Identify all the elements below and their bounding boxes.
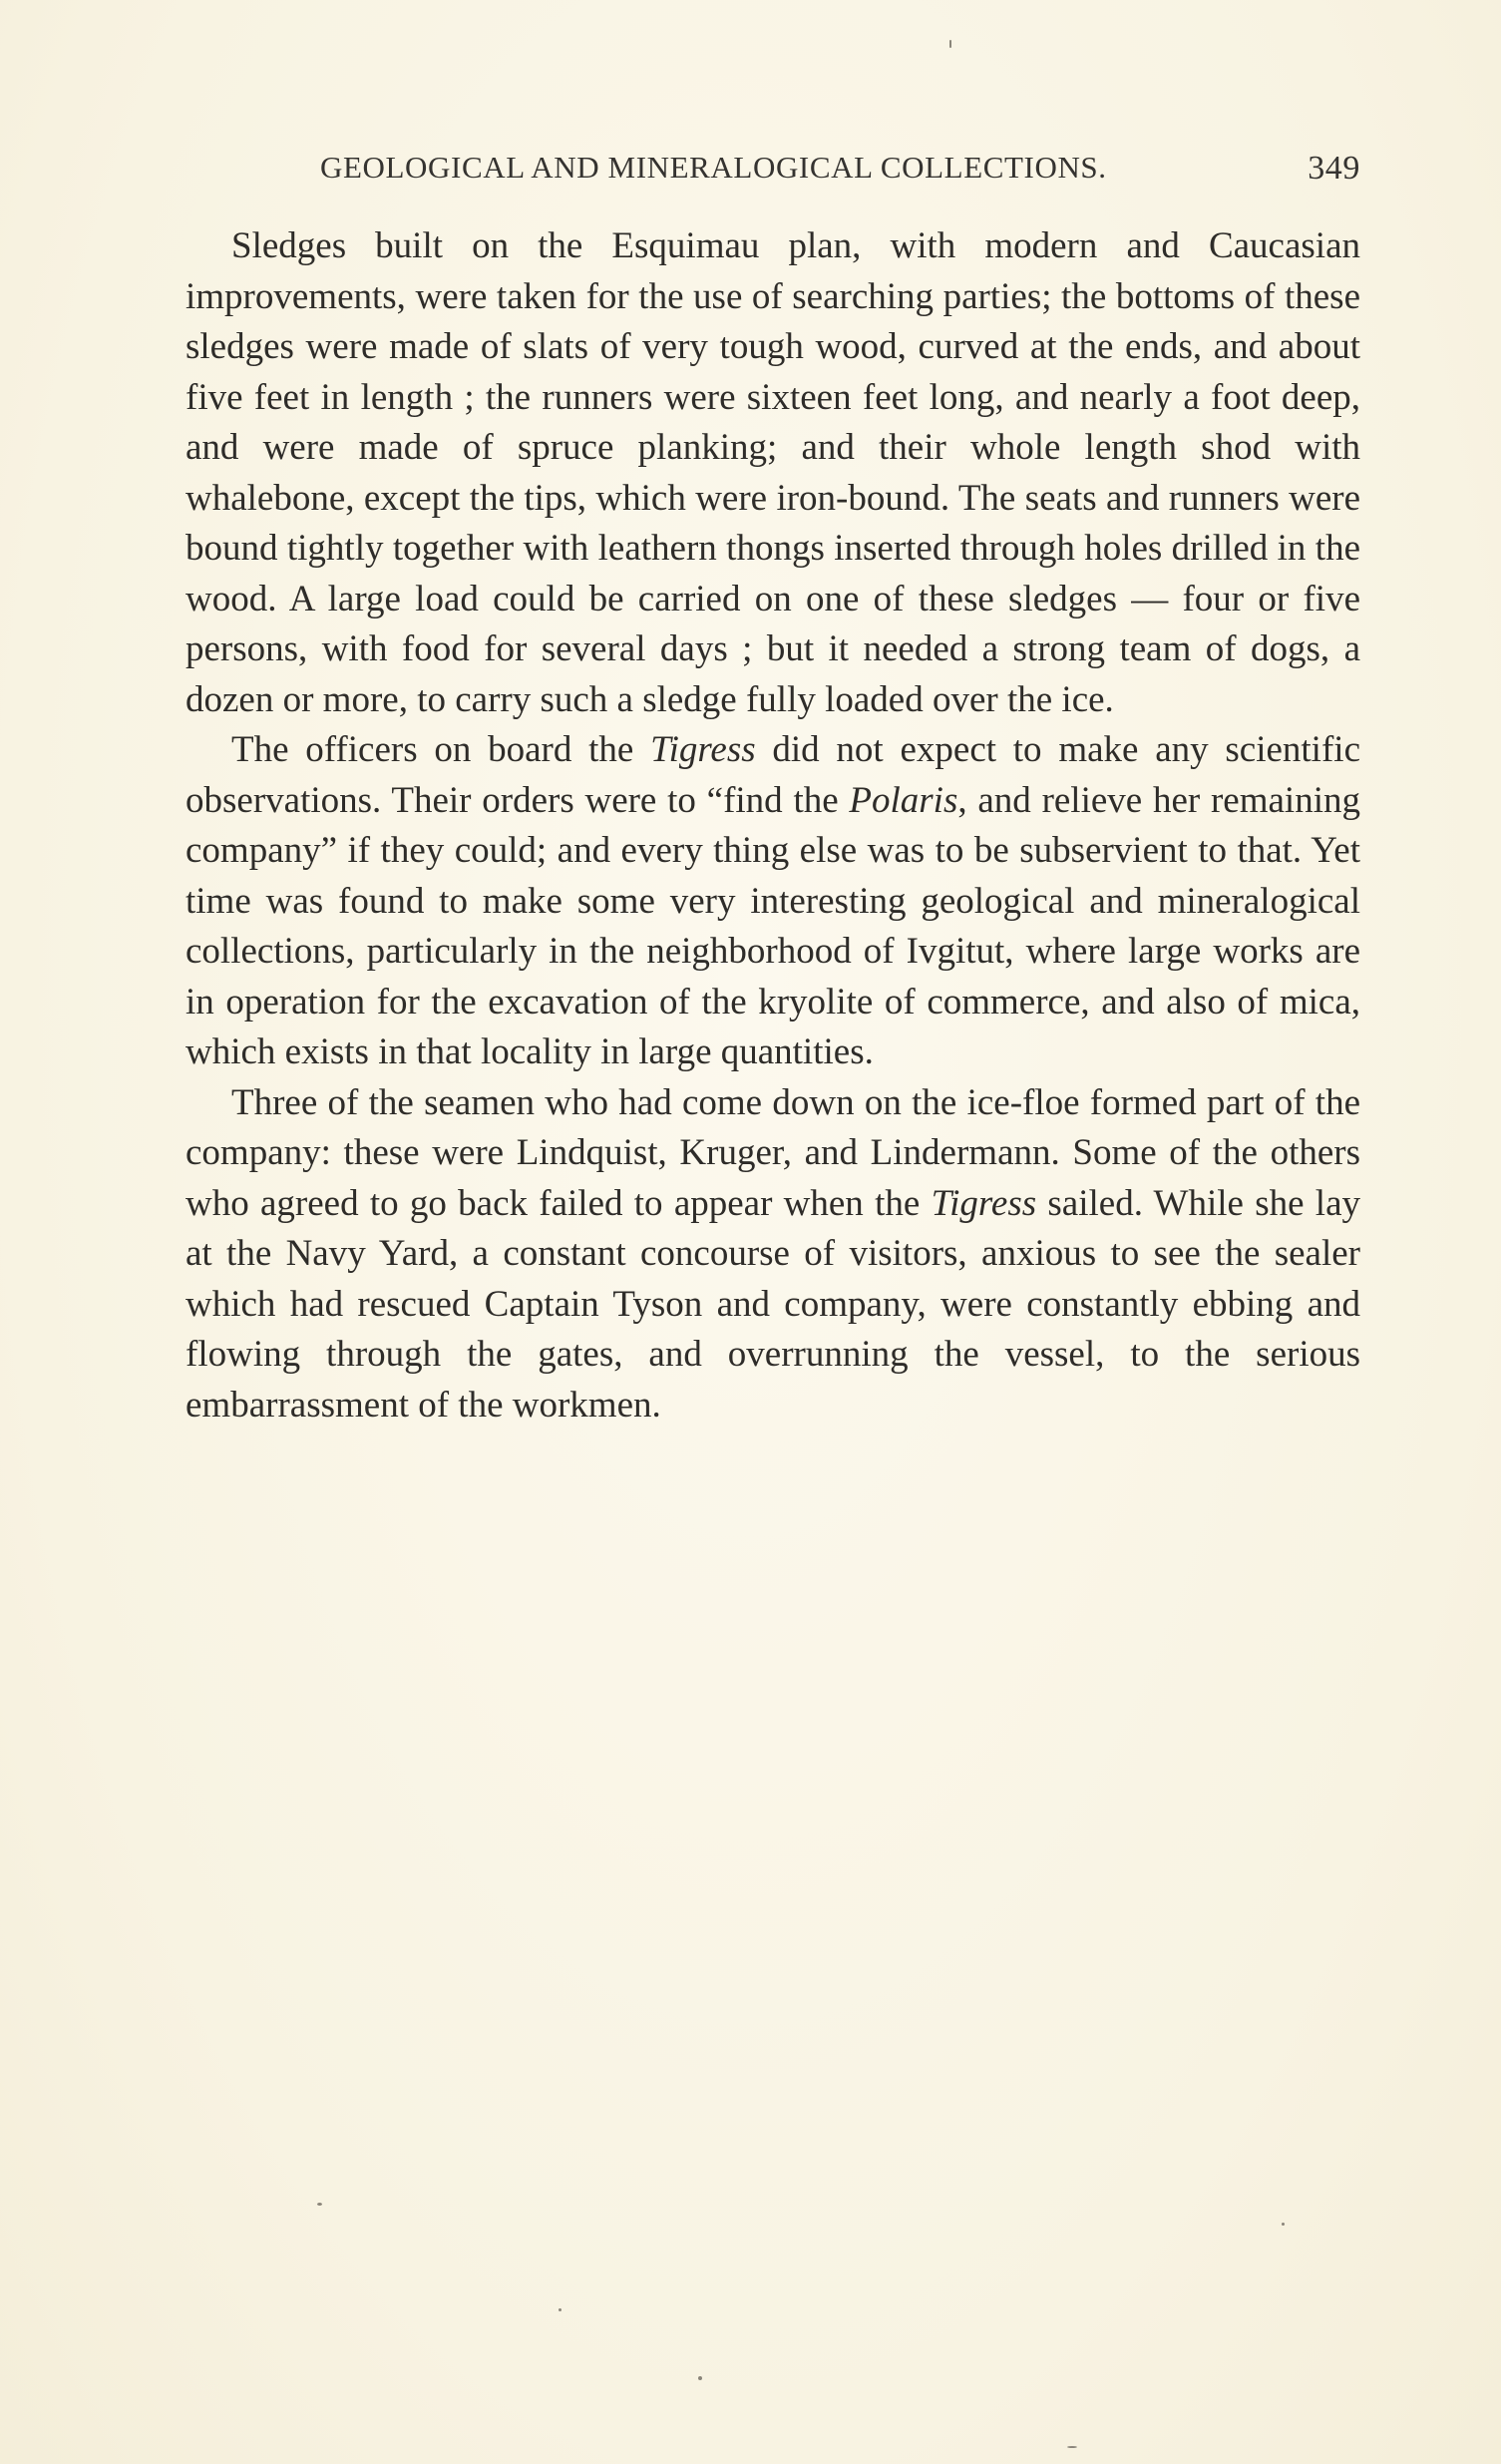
- paragraph-2-text: The officers on board the: [231, 729, 651, 770]
- paper-speck: [559, 2308, 562, 2311]
- running-title: GEOLOGICAL AND MINERALOGICAL COLLECTIONS.: [320, 150, 1107, 185]
- paragraph-1: [186, 221, 1360, 725]
- ship-name-tigress: Tigress: [931, 1182, 1037, 1224]
- paragraph-2-text: , and relieve her remaining company” if they could; and every thing else was to be subservient to that. Yet time was found to make some very interesting geological and mineralogical collections, particularly in the neighborhood of Ivgitut, where large works are in operation for the excavation of the kryolite of commerce, and also of mica, which exists in that locality in large quantities.: [186, 779, 1360, 1072]
- ship-name-polaris: Polaris: [849, 779, 958, 821]
- paper-speck: [317, 2203, 322, 2206]
- page-header: [186, 150, 1360, 196]
- paragraph-1-text: Sledges built on the Esquimau plan, with modern and Caucasian improvements, were taken for the use of searching parties; the bottoms of these sledges were made of slats of very tough wood, curved at the ends, and about five feet in length ; the runners were sixteen feet long, and nearly a foot deep, and were made of spruce planking; and their whole length shod with whalebone, except the tips, which were iron-bound. The seats and runners were bound tightly together with leathern thongs inserted through holes drilled in the wood. A large load could be carried on one of these sledges — four or five persons, with food for several days ; but it needed a strong team of dogs, a dozen or more, to carry such a sledge fully loaded over the ice.: [186, 225, 1360, 720]
- page-number: 349: [1308, 150, 1360, 187]
- paragraph-2: [186, 725, 1360, 1078]
- paper-speck: [1067, 2446, 1077, 2448]
- paragraph-3-text: sailed. While she lay at the Navy Yard, a constant concourse of visitors, anxious to see the sealer which had rescued Captain Tyson and company, were constantly ebbing and flowing through the gates, and overrunning the vessel, to the serious embarrassment of the workmen.: [186, 1182, 1361, 1426]
- paragraph-2-text: did not expect to make any scientific observations. Their orders were to “find the: [186, 729, 1360, 821]
- paper-speck: [1282, 2223, 1285, 2226]
- body-text: [186, 221, 1360, 1431]
- paragraph-3: [186, 1078, 1360, 1432]
- paper-speck: [949, 40, 951, 48]
- ship-name-tigress: Tigress: [650, 729, 756, 770]
- paper-speck: [698, 2376, 702, 2380]
- paragraph-3-text: Three of the seamen who had come down on the ice-floe formed part of the company: these were Lindquist, Kruger, and Lindermann. Some of the others who agreed to go back failed to appear when the: [186, 1081, 1360, 1224]
